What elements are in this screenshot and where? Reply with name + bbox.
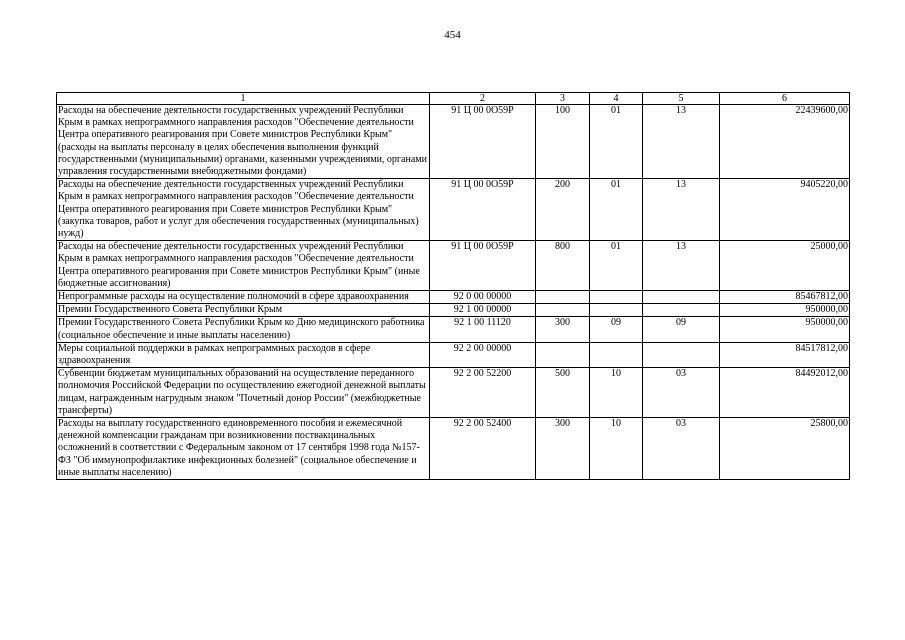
row-code: 92 1 00 11120 xyxy=(430,317,536,342)
row-sum: 950000,00 xyxy=(720,317,850,342)
row-section: 10 xyxy=(590,368,643,418)
row-sum: 9405220,00 xyxy=(720,179,850,241)
row-code: 91 Ц 00 0О59Р xyxy=(430,105,536,179)
row-name: Субвенции бюджетам муниципальных образований на осуществление переданного полномочия Российской Федерации по осуществлению ежегодной денежной выплаты лицам, награжденным нагрудным знаком "Почетный донор России" (межбюджетные трансферты) xyxy=(57,368,430,418)
column-header-6: 6 xyxy=(720,93,850,105)
row-subsection: 13 xyxy=(643,179,720,241)
table-row xyxy=(57,368,850,418)
page-number: 454 xyxy=(444,29,461,41)
row-name: Меры социальной поддержки в рамках непрограммных расходов в сфере здравоохранения xyxy=(57,342,430,367)
row-name: Расходы на обеспечение деятельности государственных учреждений Республики Крым в рамках непрограммного направления расходов "Обеспечение деятельности Центра оперативного реагирования при Совете министров Республики Крым" (закупка товаров, работ и услуг для обеспечения государственных (муниципальных) нужд) xyxy=(57,179,430,241)
row-expense-type: 100 xyxy=(536,105,590,179)
row-subsection: 03 xyxy=(643,418,720,480)
row-sum: 22439600,00 xyxy=(720,105,850,179)
row-subsection: 13 xyxy=(643,105,720,179)
row-expense-type: 500 xyxy=(536,368,590,418)
budget-table xyxy=(56,92,850,480)
table-row xyxy=(57,418,850,480)
row-sum: 25800,00 xyxy=(720,418,850,480)
row-expense-type: 200 xyxy=(536,179,590,241)
row-name: Расходы на обеспечение деятельности государственных учреждений Республики Крым в рамках непрограммного направления расходов "Обеспечение деятельности Центра оперативного реагирования при Совете министров Республики Крым" (расходы на выплаты персоналу в целях обеспечения выполнения функций государственными (муниципальными) органами, казенными учреждениями, органами управления государственными внебюджетными фондами) xyxy=(57,105,430,179)
row-subsection: 03 xyxy=(643,368,720,418)
row-subsection: 09 xyxy=(643,317,720,342)
column-header-1: 1 xyxy=(57,93,430,105)
row-code: 92 2 00 52400 xyxy=(430,418,536,480)
row-code: 91 Ц 00 0О59Р xyxy=(430,179,536,241)
row-code: 92 2 00 52200 xyxy=(430,368,536,418)
column-header-2: 2 xyxy=(430,93,536,105)
row-expense-type: 300 xyxy=(536,418,590,480)
table-row xyxy=(57,291,850,304)
row-name: Премии Государственного Совета Республики Крым xyxy=(57,304,430,317)
row-code: 92 2 00 00000 xyxy=(430,342,536,367)
table-row xyxy=(57,304,850,317)
row-subsection xyxy=(643,291,720,304)
column-header-4: 4 xyxy=(590,93,643,105)
row-sum: 25000,00 xyxy=(720,241,850,291)
row-section xyxy=(590,291,643,304)
column-header-5: 5 xyxy=(643,93,720,105)
row-code: 92 0 00 00000 xyxy=(430,291,536,304)
table-row xyxy=(57,342,850,367)
row-code: 92 1 00 00000 xyxy=(430,304,536,317)
header-row xyxy=(57,93,850,105)
row-section: 01 xyxy=(590,241,643,291)
table-row xyxy=(57,179,850,241)
table-row xyxy=(57,105,850,179)
row-expense-type xyxy=(536,291,590,304)
row-name: Расходы на выплату государственного единовременного пособия и ежемесячной денежной компенсации гражданам при возникновении поствакцинальных осложнений в соответствии с Федеральным законом от 17 сентября 1998 года №157-ФЗ "Об иммунопрофилактике инфекционных болезней" (социальное обеспечение и иные выплаты населению) xyxy=(57,418,430,480)
row-code: 91 Ц 00 0О59Р xyxy=(430,241,536,291)
row-section: 01 xyxy=(590,105,643,179)
row-subsection xyxy=(643,342,720,367)
table-row xyxy=(57,317,850,342)
row-sum: 84517812,00 xyxy=(720,342,850,367)
row-name: Расходы на обеспечение деятельности государственных учреждений Республики Крым в рамках непрограммного направления расходов "Обеспечение деятельности Центра оперативного реагирования при Совете министров Республики Крым" (иные бюджетные ассигнования) xyxy=(57,241,430,291)
row-expense-type: 300 xyxy=(536,317,590,342)
row-section xyxy=(590,342,643,367)
row-subsection xyxy=(643,304,720,317)
column-header-3: 3 xyxy=(536,93,590,105)
row-name: Премии Государственного Совета Республики Крым ко Дню медицинского работника (социальное обеспечение и иные выплаты населению) xyxy=(57,317,430,342)
row-expense-type: 800 xyxy=(536,241,590,291)
row-expense-type xyxy=(536,342,590,367)
row-sum: 85467812,00 xyxy=(720,291,850,304)
row-section: 10 xyxy=(590,418,643,480)
row-section: 01 xyxy=(590,179,643,241)
row-expense-type xyxy=(536,304,590,317)
table-row xyxy=(57,241,850,291)
row-subsection: 13 xyxy=(643,241,720,291)
row-section xyxy=(590,304,643,317)
row-section: 09 xyxy=(590,317,643,342)
row-sum: 950000,00 xyxy=(720,304,850,317)
row-sum: 84492012,00 xyxy=(720,368,850,418)
row-name: Непрограммные расходы на осуществление полномочий в сфере здравоохранения xyxy=(57,291,430,304)
